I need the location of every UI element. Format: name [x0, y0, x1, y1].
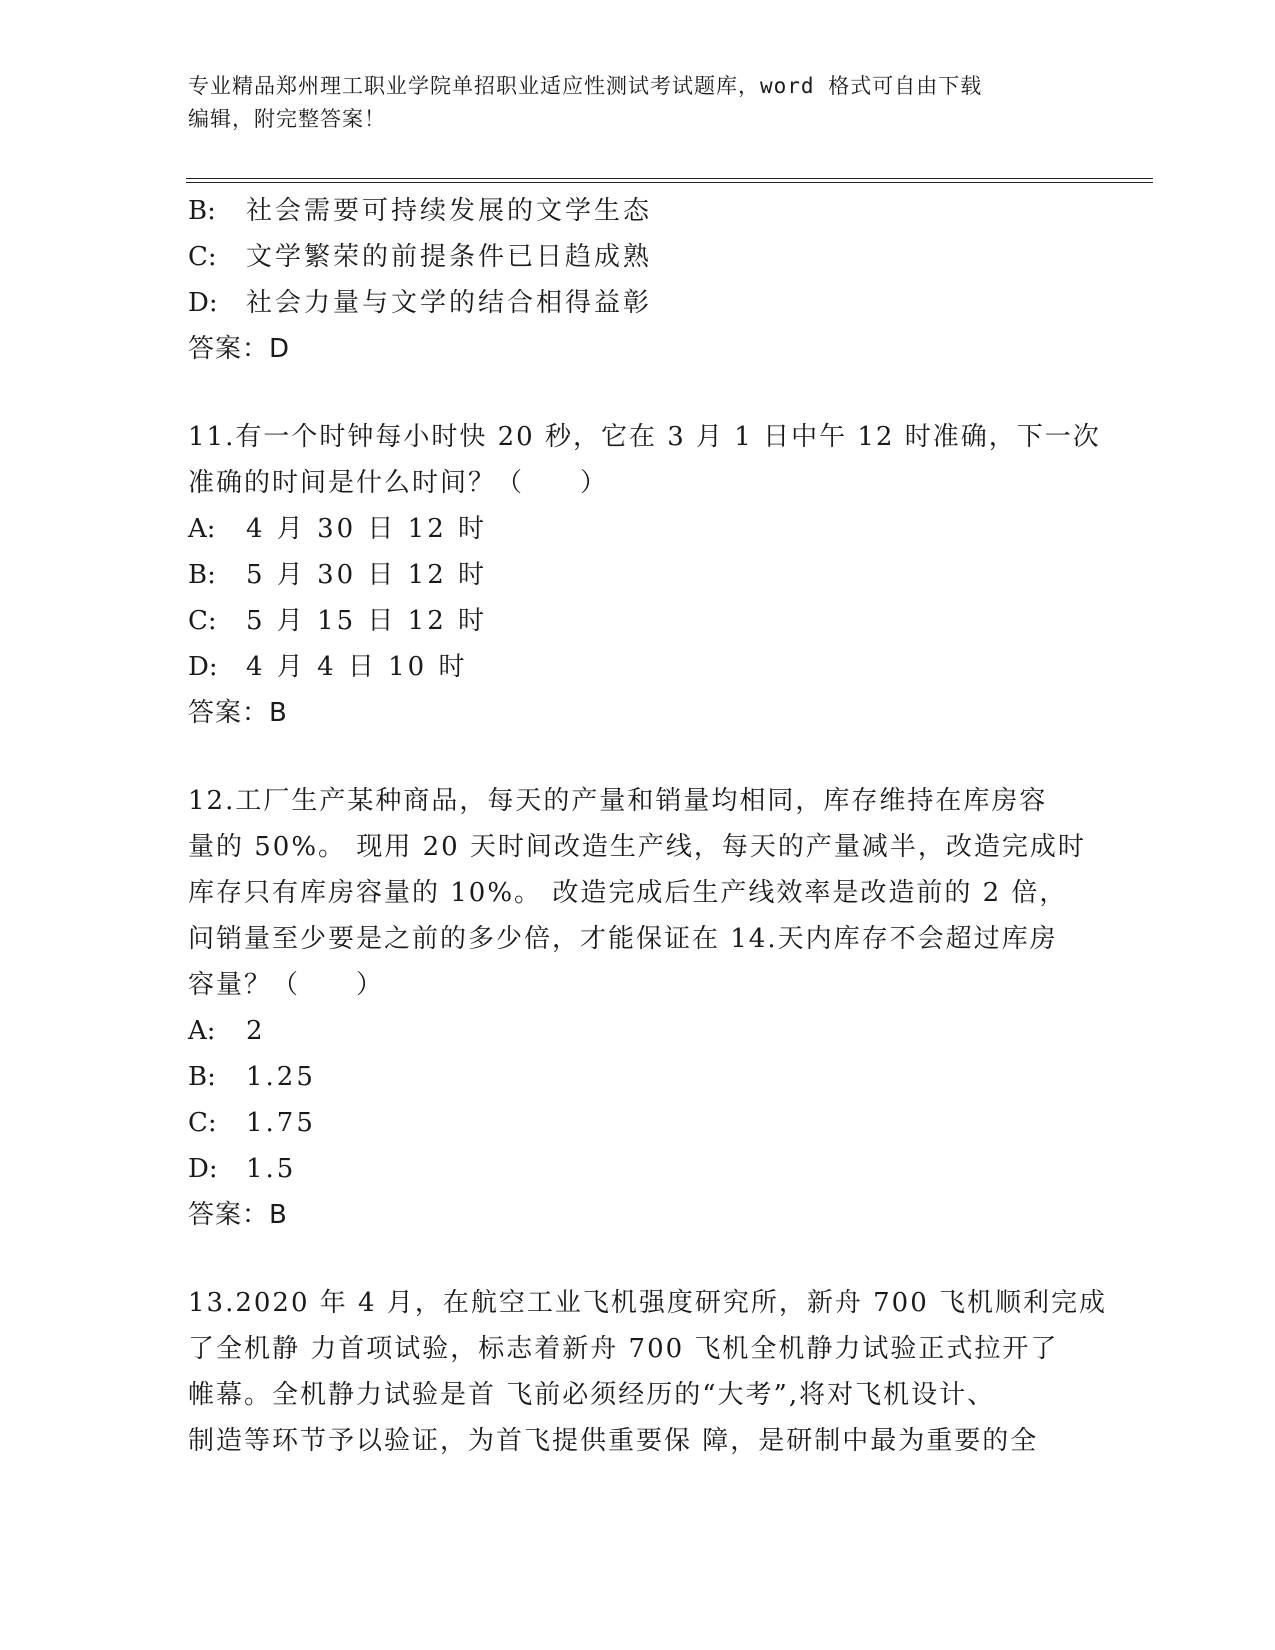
option-b: [188, 188, 1088, 234]
option-c: [188, 598, 1088, 644]
question-10-continuation: [188, 188, 1088, 372]
option-letter: B:: [188, 196, 216, 226]
option-text: 4 月 30 日 12 时: [246, 514, 488, 544]
option-text: 社会需要可持续发展的文学生态: [246, 196, 653, 226]
option-d: [188, 280, 1088, 326]
option-c: [188, 234, 1088, 280]
option-letter: A:: [188, 514, 216, 544]
question-11: [188, 414, 1101, 736]
option-c: [188, 1100, 1088, 1146]
option-text: 2: [246, 1016, 266, 1046]
question-text-line: 容量？（ ）: [188, 970, 385, 1000]
option-letter: D:: [188, 1154, 218, 1184]
option-d: [188, 1146, 1088, 1192]
question-text-line: 准确的时间是什么时间？（ ）: [188, 468, 609, 498]
question-text-line: 制造等环节予以验证，为首飞提供重要保 障，是研制中最为重要的全: [188, 1426, 1039, 1456]
answer-line: 答案：D: [188, 334, 291, 364]
document-content: [188, 188, 1108, 1464]
option-b: [188, 552, 1088, 598]
option-letter: B:: [188, 1062, 216, 1092]
option-text: 5 月 15 日 12 时: [246, 606, 488, 636]
option-letter: C:: [188, 606, 217, 636]
option-text: 1.25: [246, 1062, 316, 1092]
spacer: [188, 372, 1088, 414]
option-d: [188, 644, 1088, 690]
question-text-line: 12.工厂生产某种商品，每天的产量和销量均相同，库存维持在库房容: [188, 786, 1048, 816]
question-text-line: 了全机静 力首项试验，标志着新舟 700 飞机全机静力试验正式拉开了: [188, 1334, 1059, 1364]
question-text-line: 11.有一个时钟每小时快 20 秒，它在 3 月 1 日中午 12 时准确，下一次: [188, 422, 1101, 452]
page-header: [188, 70, 1088, 136]
option-text: 1.5: [246, 1154, 297, 1184]
option-a: [188, 506, 1088, 552]
question-text-line: 库存只有库房容量的 10%。 改造完成后生产线效率是改造前的 2 倍，: [188, 878, 1068, 908]
header-divider-bottom: [186, 182, 1153, 183]
option-letter: A:: [188, 1016, 216, 1046]
option-letter: D:: [188, 288, 218, 318]
question-13: [188, 1280, 1108, 1464]
option-text: 文学繁荣的前提条件已日趋成熟: [246, 242, 653, 272]
option-letter: D:: [188, 652, 218, 682]
spacer: [188, 736, 1088, 778]
option-letter: B:: [188, 560, 216, 590]
question-text-line: 量的 50%。 现用 20 天时间改造生产线，每天的产量减半，改造完成时: [188, 832, 1086, 862]
question-text-line: 问销量至少要是之前的多少倍，才能保证在 14.天内库存不会超过库房: [188, 924, 1058, 954]
option-text: 社会力量与文学的结合相得益彰: [246, 288, 653, 318]
option-text: 5 月 30 日 12 时: [246, 560, 488, 590]
answer-line: 答案：B: [188, 698, 288, 728]
option-b: [188, 1054, 1088, 1100]
option-text: 4 月 4 日 10 时: [246, 652, 468, 682]
spacer: [188, 1238, 1088, 1280]
header-divider-top: [186, 178, 1153, 179]
answer-line: 答案：B: [188, 1200, 288, 1230]
question-text-line: 帷幕。全机静力试验是首 飞前必须经历的“大考”,将对飞机设计、: [188, 1380, 996, 1410]
header-line-2: 编辑，附完整答案！: [188, 107, 386, 131]
option-text: 1.75: [246, 1108, 316, 1138]
option-letter: C:: [188, 1108, 217, 1138]
question-text-line: 13.2020 年 4 月，在航空工业飞机强度研究所，新舟 700 飞机顺利完成: [188, 1288, 1108, 1318]
header-line-1: 专业精品郑州理工职业学院单招职业适应性测试考试题库，word 格式可自由下载: [188, 74, 983, 98]
question-12: [188, 778, 1088, 1238]
option-a: [188, 1008, 1088, 1054]
option-letter: C:: [188, 242, 217, 272]
